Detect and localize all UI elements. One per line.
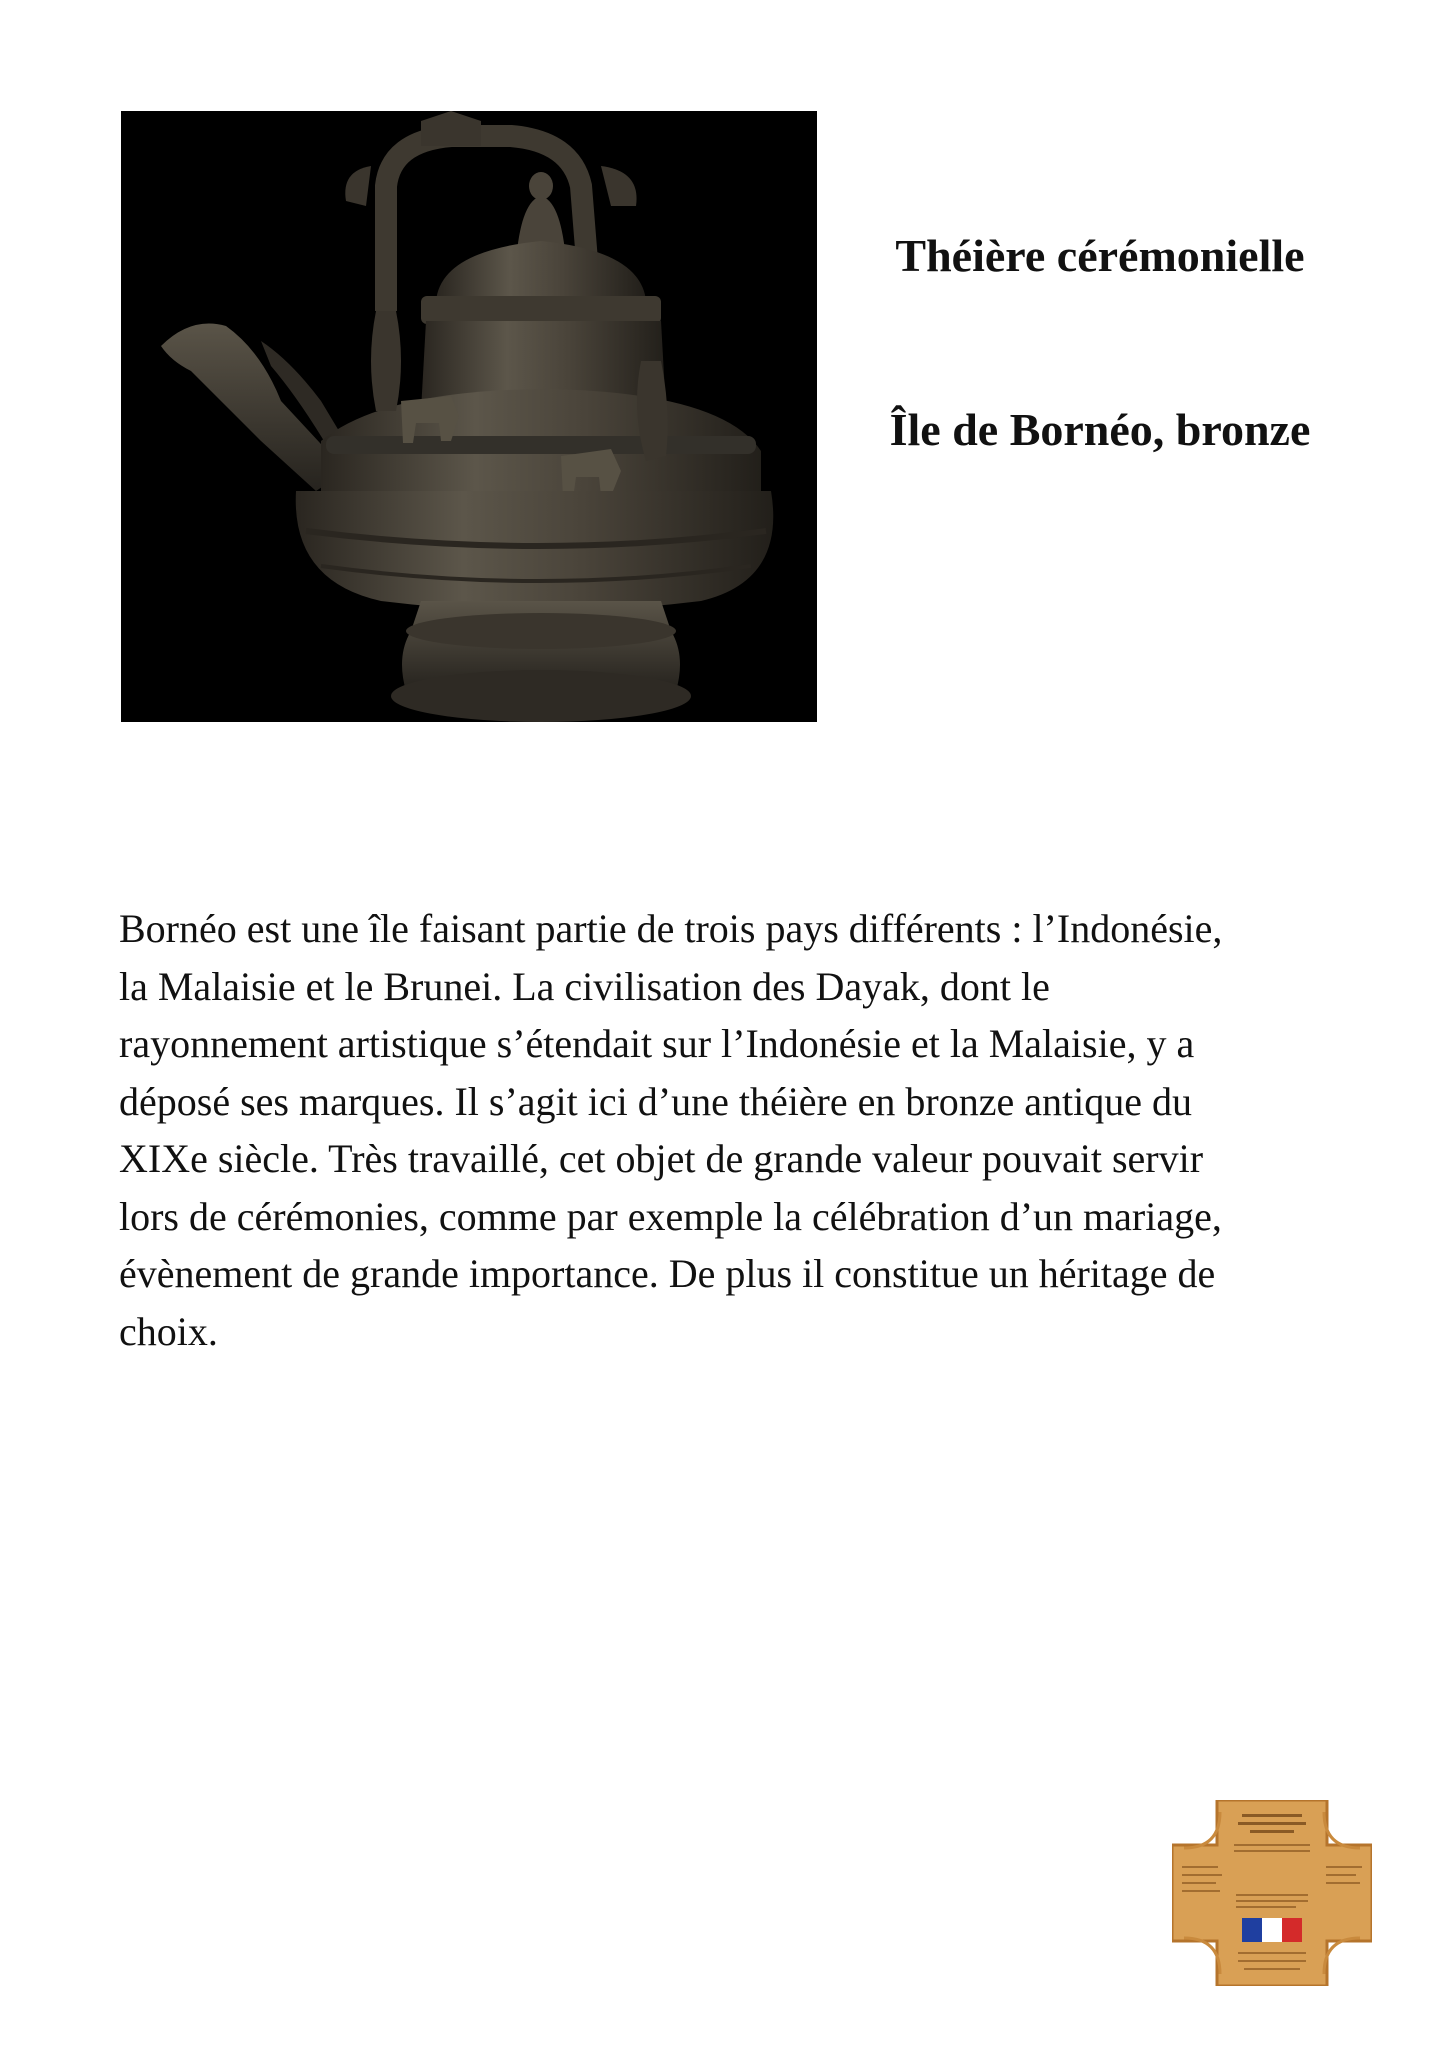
bronze-teapot-photo [121,111,817,722]
title: Théière cérémonielle [895,230,1305,281]
subtitle: Île de Bornéo, bronze [889,404,1311,455]
association-seal-icon [1172,1800,1372,1986]
teapot-photo [121,111,817,722]
description-paragraph: Bornéo est une île faisant partie de trois pays différents : l’Indonésie, la Malaisie et le Brunei. La civilisation des Dayak, dont le rayonnement artistique s’étendait sur l’Indonésie et la Malaisie, y a déposé ses marques. Il s’agit ici d’une théière en bronze antique du XIXe siècle. Très travaillé, cet objet de grande valeur pouvait servir lors de cérémonies, comme par exemple la célébration d’un mariage, évènement de grande importance. De plus il constitue un héritage de choix. [119,906,1223,1354]
association-seal [1172,1800,1372,1986]
